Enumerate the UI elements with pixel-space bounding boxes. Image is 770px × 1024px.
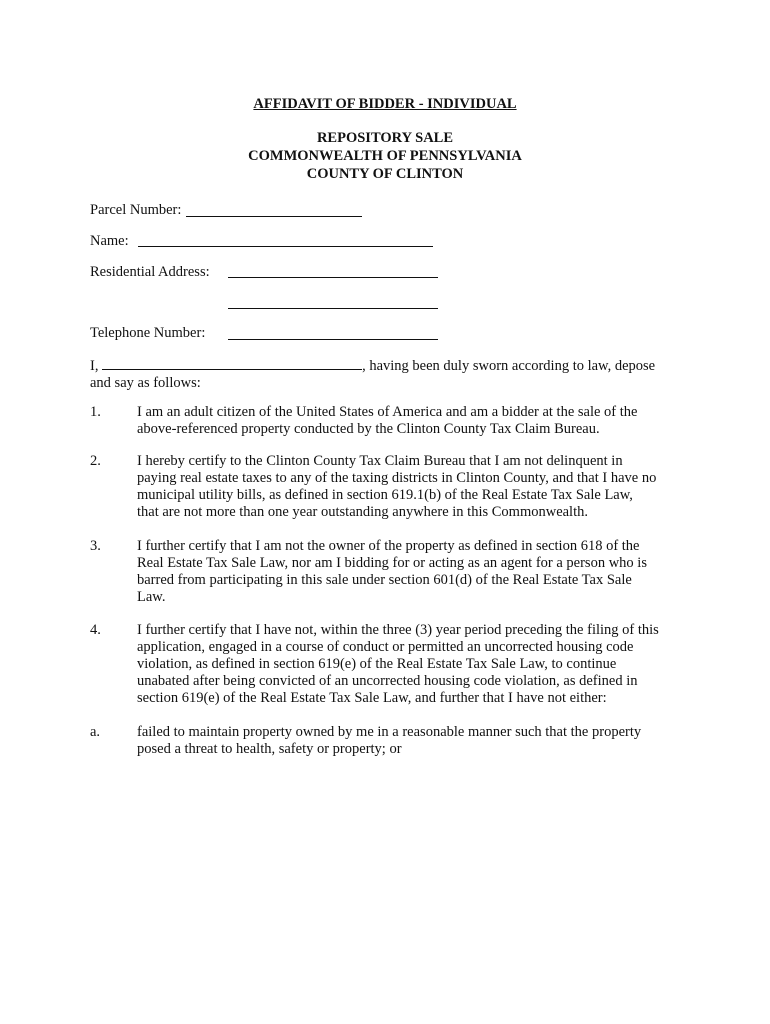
item-line: failed to maintain property owned by me in a reasonable manner such that the property [137, 724, 642, 740]
item-text [137, 724, 685, 758]
residential-address-label: Residential Address: [90, 264, 210, 280]
item-line: section 619(e) of the Real Estate Tax Sale Law, and further that I have not either: [137, 690, 607, 706]
item-number: a. [90, 724, 101, 740]
intro-line-2: and say as follows: [90, 375, 201, 391]
document-title: AFFIDAVIT OF BIDDER - INDIVIDUAL [253, 96, 517, 112]
item-line: I hereby certify to the Clinton County Tax Claim Bureau that I am not delinquent in [137, 453, 623, 469]
item-line: I further certify that I have not, within the three (3) year period preceding the filing of this [137, 622, 659, 638]
item-text [137, 622, 685, 707]
residential-address-field-line-1[interactable] [228, 263, 438, 278]
item-line: I further certify that I am not the owner of the property as defined in section 618 of the [137, 538, 640, 554]
item-line: that are not more than one year outstanding anywhere in this Commonwealth. [137, 504, 588, 520]
item-number: 1. [90, 404, 101, 420]
header-line-sale-type: REPOSITORY SALE [316, 130, 454, 146]
item-line: paying real estate taxes to any of the taxing districts in Clinton County, and that I have no [137, 470, 657, 486]
item-line: violation, as defined in section 619(e) of the Real Estate Tax Sale Law, to continue [137, 656, 617, 672]
telephone-number-label: Telephone Number: [90, 325, 206, 341]
header-line-commonwealth: COMMONWEALTH OF PENNSYLVANIA [248, 148, 522, 164]
item-number: 2. [90, 453, 101, 469]
name-label: Name: [90, 233, 129, 249]
item-text [137, 453, 685, 521]
item-text [137, 538, 685, 606]
document-header [0, 130, 770, 184]
item-line: posed a threat to health, safety or property; or [137, 741, 402, 757]
intro-statement [90, 356, 690, 392]
item-line: application, engaged in a course of conduct or permitted an uncorrected housing code [137, 639, 634, 655]
header-line-county: COUNTY OF CLINTON [306, 166, 464, 182]
item-text [137, 404, 685, 438]
item-line: municipal utility bills, as defined in section 619.1(b) of the Real Estate Tax Sale Law, [137, 487, 633, 503]
affiant-name-field[interactable] [102, 356, 362, 370]
intro-suffix: , having been duly sworn according to law, depose [362, 358, 656, 374]
item-line: above-referenced property conducted by the Clinton County Tax Claim Bureau. [137, 421, 600, 437]
item-line: barred from participating in this sale under section 601(d) of the Real Estate Tax Sale [137, 572, 632, 588]
item-number: 4. [90, 622, 101, 638]
item-line: Law. [137, 589, 166, 605]
intro-prefix: I, [90, 358, 103, 374]
item-number: 3. [90, 538, 101, 554]
parcel-number-field[interactable] [186, 202, 362, 217]
item-line: I am an adult citizen of the United States of America and am a bidder at the sale of the [137, 404, 638, 420]
item-line: Real Estate Tax Sale Law, nor am I bidding for or acting as an agent for a person who is [137, 555, 647, 571]
item-line: unabated after being convicted of an uncorrected housing code violation, as defined in [137, 673, 638, 689]
name-field[interactable] [138, 232, 433, 247]
intro-line-1 [90, 356, 690, 375]
residential-address-field-line-2[interactable] [228, 294, 438, 309]
telephone-number-field[interactable] [228, 325, 438, 340]
parcel-number-label: Parcel Number: [90, 202, 182, 218]
